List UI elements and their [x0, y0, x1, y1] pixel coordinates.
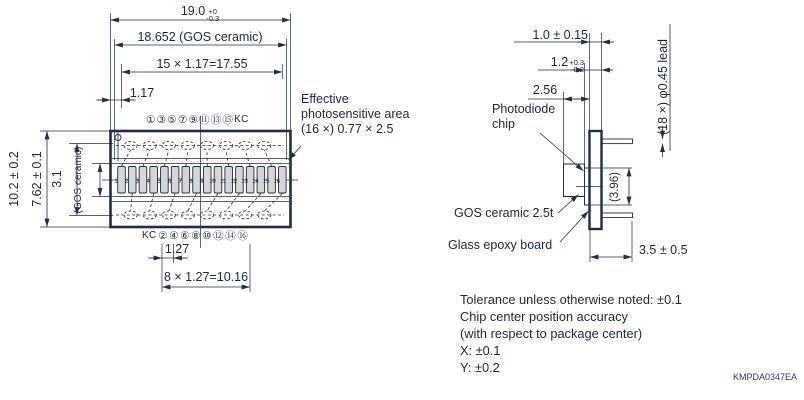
pin-number: ⑧: [191, 230, 201, 242]
channel-number: 9: [200, 178, 204, 185]
bond-loop: [162, 142, 175, 150]
bond-loop: [124, 211, 137, 219]
pin-number: ⑮: [222, 114, 233, 126]
note-line: Chip center position accuracy: [460, 309, 628, 324]
pin-number: ⑭: [225, 230, 236, 242]
board-label-leader: [560, 211, 589, 242]
front-view-geometry: [102, 116, 298, 248]
chip-label-leader: [540, 133, 584, 171]
channel-number: 2: [125, 178, 129, 185]
pin-number: ⑩: [202, 230, 212, 242]
channel-number: 16: [273, 178, 281, 185]
channel-number: 6: [167, 178, 172, 185]
side-view-geometry: [564, 131, 633, 229]
note-line: Y: ±0.2: [460, 360, 500, 375]
channel-number: 11: [220, 178, 227, 185]
channel-number: 14: [252, 178, 259, 185]
dim-package-width: [110, 4, 290, 22]
channel-number: 8: [189, 178, 193, 185]
channel-number: 1: [114, 178, 118, 185]
dim-package-width-value: 19.0: [180, 4, 206, 18]
pin-number: ⑤: [167, 114, 177, 126]
dim-board-thickness: 1.0 ± 0.15: [532, 28, 588, 42]
dim-standoff: 1.2 +0.3 -0.2: [550, 55, 584, 74]
channel-number: 13: [241, 178, 248, 185]
pin-number: ⑪: [199, 114, 210, 126]
channel-number: 15: [262, 178, 270, 185]
dim-standoff-tolerance: +0.3 -0.2: [569, 58, 584, 74]
pin-number: ③: [156, 114, 167, 126]
dim-lead-rows-height: 7.62 ± 0.1: [30, 151, 44, 207]
lead-bottom: [602, 213, 633, 218]
channel-number: 4: [146, 178, 150, 185]
channel-number: 12: [230, 178, 238, 185]
pin-number: ⑬: [210, 114, 222, 126]
pin-number: ⑦: [177, 114, 188, 126]
dim-lead-pitch: 1.27: [164, 242, 190, 256]
pin-number: ⑫: [213, 230, 224, 242]
channel-number: 3: [135, 178, 140, 185]
pin-number: ⑯: [237, 230, 248, 242]
pin-number: ⑨: [188, 114, 198, 126]
pin-number: ②: [158, 230, 168, 242]
channel-number: 10: [209, 178, 216, 185]
dim-gos-width: 18.652 (GOS ceramic): [137, 30, 263, 44]
label-photodiode-chip: Photodiode chip: [492, 102, 556, 131]
drawing-number: KMPDA0347EA: [732, 372, 797, 382]
dim-lead-pitch-total: 8 × 1.27=10.16: [163, 270, 249, 284]
pin-numbers-top: [146, 114, 249, 126]
gos-label-leader: [558, 195, 579, 214]
dim-gos-height: 3.1: [50, 170, 64, 188]
bond-loop: [124, 142, 137, 150]
common-pin-label: KC: [234, 114, 249, 125]
channel-number: 5: [157, 178, 161, 185]
note-line: (with respect to package center): [460, 326, 643, 341]
pin-number: ④: [169, 230, 179, 242]
dim-front-distance: 2.56: [532, 83, 558, 97]
channel-number: 7: [178, 178, 182, 185]
dim-pitch: 1.17: [129, 86, 155, 100]
pin-number: ⑥: [180, 230, 190, 242]
glass-epoxy-board: [590, 131, 602, 229]
common-pin-label: KC: [142, 230, 157, 241]
lead-count-note: (18 ×) φ0.45 lead: [656, 39, 670, 136]
photodiode-element-row: [114, 167, 286, 194]
bond-loop: [200, 142, 213, 150]
note-line: Tolerance unless otherwise noted: ±0.1: [460, 292, 682, 307]
dim-package-width-tolerance: +0 -0.3: [206, 7, 220, 23]
pin-numbers-bottom: [142, 230, 248, 242]
label-glass-epoxy-board: Glass epoxy board: [448, 238, 553, 252]
dim-gos-height-note: (GOS ceramic): [73, 146, 84, 214]
dim-pitch-total: 15 × 1.17=17.55: [156, 57, 248, 71]
lead-top: [602, 139, 633, 144]
note-line: X: ±0.1: [460, 343, 501, 358]
bond-loop: [162, 211, 175, 219]
tolerance-notes: [460, 291, 682, 376]
pin-number: ①: [146, 114, 156, 126]
effective-area-label: Effective photosensitive area (16 ×) 0.77 × 2.5: [301, 92, 410, 136]
dim-chip-width: (3.96): [609, 171, 621, 203]
bond-loop: [200, 211, 213, 219]
dim-package-height: 10.2 ± 0.2: [7, 151, 21, 207]
label-gos-ceramic: GOS ceramic 2.5t: [454, 206, 554, 220]
dim-lead-length: 3.5 ± 0.5: [639, 243, 688, 257]
